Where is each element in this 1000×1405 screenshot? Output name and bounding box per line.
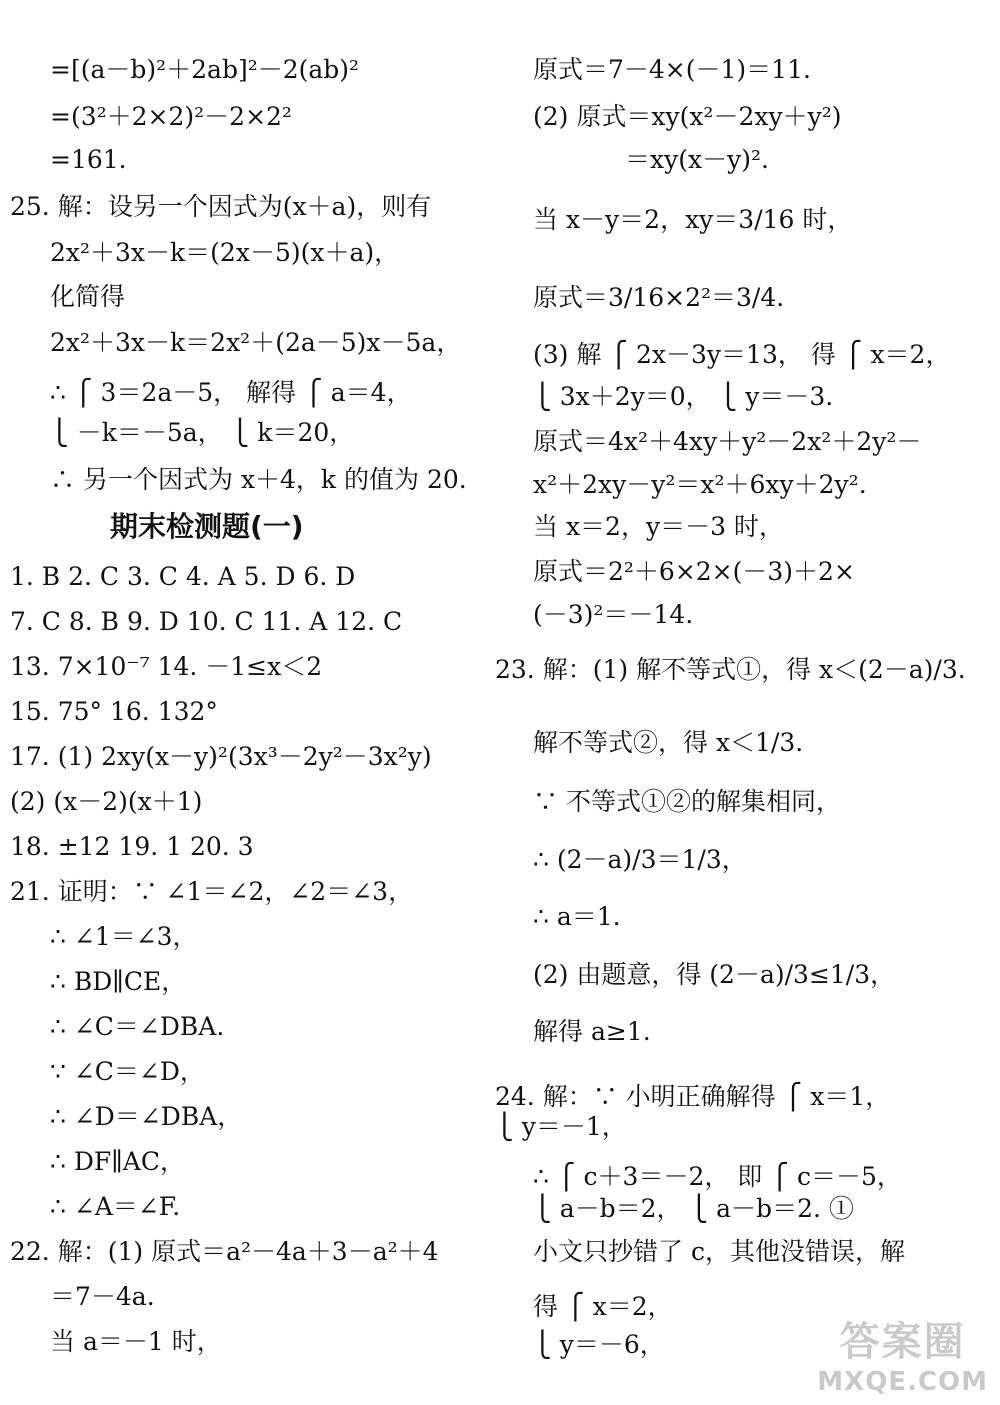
watermark-logo [817, 1310, 988, 1397]
text-line: (－3)²＝－14. [533, 600, 694, 629]
text-line: ＝xy(x－y)². [625, 145, 769, 174]
text-line: ∴ ∠A＝∠F. [50, 1192, 181, 1221]
text-line: ∴ ⎧ c＋3＝－2， 即 ⎧ c＝－5， [533, 1162, 902, 1191]
text-line: 化简得 [50, 282, 126, 311]
text-line: 当 a＝－1 时， [50, 1327, 222, 1356]
answer-line: 13. 7×10⁻⁷ 14. －1≤x＜2 [10, 652, 323, 681]
answer-line: 17. (1) 2xy(x－y)²(3x³－2y²－3x²y) [10, 742, 432, 771]
answer-line: 1. B 2. C 3. C 4. A 5. D 6. D [10, 562, 356, 591]
text-line: ∵ 不等式①②的解集相同， [533, 787, 841, 816]
text-line: 23. 解：(1) 解不等式①，得 x＜(2－a)/3. [495, 655, 966, 684]
text-line: ∴ DF∥AC， [50, 1147, 185, 1176]
text-line: =(3²＋2×2)²－2×2² [50, 102, 292, 131]
text-line: ⎩ 3x＋2y＝0， ⎩ y＝－3. [533, 382, 834, 411]
text-line: 原式＝3/16×2²＝3/4. [533, 283, 785, 312]
text-line: 原式＝7－4×(－1)＝11. [533, 55, 811, 84]
text-line: 24. 解：∵ 小明正确解得 ⎧ x＝1， [495, 1082, 891, 1111]
text-line: ⎩ a－b＝2， ⎩ a－b＝2. ① [533, 1194, 854, 1223]
text-line: 2x²＋3x－k＝(2x－5)(x＋a)， [50, 238, 400, 267]
text-line: ＝7－4a. [50, 1282, 155, 1311]
section-title: 期末检测题(一) [110, 510, 304, 543]
answer-line: (2) (x－2)(x＋1) [10, 787, 203, 816]
text-line: ∴ ⎧ 3＝2a－5， 解得 ⎧ a＝4， [50, 378, 412, 407]
text-line: ∴ ∠D＝∠DBA， [50, 1102, 243, 1131]
answer-line: 15. 75° 16. 132° [10, 697, 218, 726]
text-line: 2x²＋3x－k＝2x²＋(2a－5)x－5a， [50, 328, 462, 357]
text-line: ∴ 另一个因式为 x＋4，k 的值为 20. [50, 465, 467, 494]
text-line: =161. [50, 145, 127, 174]
text-line: ∴ BD∥CE， [50, 967, 187, 996]
text-line: 当 x－y＝2，xy＝3/16 时， [533, 205, 853, 234]
text-line: ∴ ∠1＝∠3， [50, 922, 198, 951]
answer-line: 18. ±12 19. 1 20. 3 [10, 832, 254, 861]
text-line: 25. 解：设另一个因式为(x＋a)，则有 [10, 192, 432, 221]
text-line: ∴ (2－a)/3＝1/3， [533, 845, 747, 874]
text-line: 原式＝4x²＋4xy＋y²－2x²＋2y²－ [533, 427, 922, 456]
text-line: (3) 解 ⎧ 2x－3y＝13， 得 ⎧ x＝2， [533, 340, 951, 369]
text-line: x²＋2xy－y²＝x²＋6xy＋2y². [533, 470, 867, 499]
watermark-text: 答案圈 [839, 1319, 966, 1365]
text-line: 解不等式②，得 x＜1/3. [533, 728, 804, 757]
text-line: (2) 原式＝xy(x²－2xy＋y²) [533, 102, 842, 131]
text-line: (2) 由题意，得 (2－a)/3≤1/3， [533, 960, 896, 989]
text-line: ∴ ∠C＝∠DBA. [50, 1012, 225, 1041]
text-line: 当 x＝2，y＝－3 时， [533, 512, 784, 541]
text-line: 21. 证明：∵ ∠1＝∠2，∠2＝∠3， [10, 877, 414, 906]
answer-line: 7. C 8. B 9. D 10. C 11. A 12. C [10, 607, 403, 636]
text-line: ⎩ y＝－6， [533, 1330, 665, 1359]
text-line: 原式＝2²＋6×2×(－3)＋2× [533, 557, 855, 586]
text-line: 22. 解：(1) 原式＝a²－4a＋3－a²＋4 [10, 1237, 439, 1266]
text-line: ∴ a＝1. [533, 902, 621, 931]
text-line: 得 ⎧ x＝2， [533, 1292, 673, 1321]
text-line: ⎩ －k＝－5a， ⎩ k＝20， [50, 418, 355, 447]
text-line: 解得 a≥1. [533, 1017, 651, 1046]
text-line: ⎩ y＝－1， [495, 1112, 627, 1141]
text-line: ∵ ∠C＝∠D， [50, 1057, 205, 1086]
text-line: =[(a－b)²＋2ab]²－2(ab)² [50, 55, 360, 84]
watermark-url: MXQE.COM [817, 1367, 988, 1397]
text-line: 小文只抄错了 c，其他没错误，解 [533, 1237, 905, 1266]
